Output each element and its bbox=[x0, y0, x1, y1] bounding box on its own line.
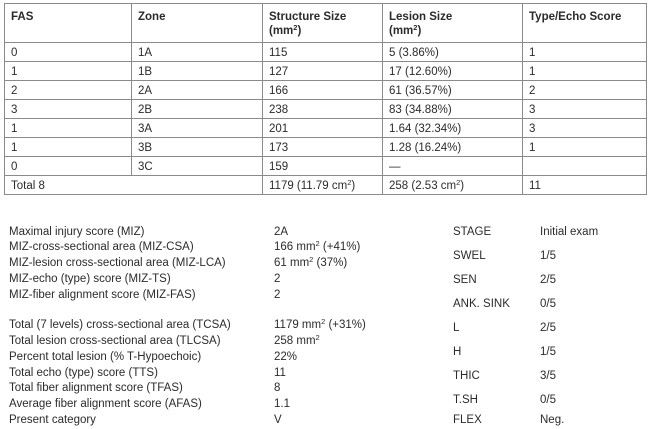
cell-zone: 1A bbox=[132, 43, 263, 62]
metric-value-main: 1179 mm bbox=[274, 319, 322, 331]
cell-fas: 3 bbox=[5, 100, 132, 119]
total-structure-size bbox=[263, 176, 383, 195]
metric-value: 2 bbox=[274, 289, 281, 301]
stage-label: ANK. SINK bbox=[453, 298, 510, 310]
cell-lesion-size: 5 (3.86%) bbox=[383, 43, 523, 62]
header-fas bbox=[5, 4, 132, 43]
cell-fas: 0 bbox=[5, 157, 132, 176]
metric-value-sup: 2 bbox=[315, 333, 320, 342]
header-unit-sup: 2 bbox=[293, 23, 298, 32]
metric-label: Percent total lesion (% T-Hypoechoic) bbox=[9, 351, 202, 363]
metric-value-main: 258 mm bbox=[274, 335, 316, 347]
cell-lesion-size: 1.28 (16.24%) bbox=[383, 138, 523, 157]
cell-lesion-size: 1.64 (32.34%) bbox=[383, 119, 523, 138]
table-total-row bbox=[5, 176, 647, 195]
stage-value: 0/5 bbox=[540, 298, 556, 310]
stage-label: STAGE bbox=[453, 226, 492, 238]
metric-label: Present category bbox=[9, 414, 96, 426]
metric-value-extra: (+31%) bbox=[325, 319, 366, 331]
cell-zone: 3A bbox=[132, 119, 263, 138]
header-unit: (mm bbox=[389, 25, 414, 37]
header-unit-sup: 2 bbox=[413, 23, 418, 32]
cell-lesion-size: — bbox=[383, 157, 523, 176]
total-lesion-close: ) bbox=[460, 180, 465, 192]
cell-lesion-size: 61 (36.57%) bbox=[383, 81, 523, 100]
header-label: Structure Size bbox=[269, 11, 347, 23]
metric-label: Average fiber alignment score (AFAS) bbox=[9, 398, 202, 410]
metric-label: MIZ-cross-sectional area (MIZ-CSA) bbox=[9, 241, 194, 253]
stage-value: 2/5 bbox=[540, 274, 556, 286]
header-lesion-size bbox=[383, 4, 523, 43]
metric-value-main: 166 mm bbox=[274, 241, 316, 253]
header-type-echo-score bbox=[523, 4, 647, 43]
table-row bbox=[5, 62, 647, 81]
total-structure-close: ) bbox=[351, 180, 356, 192]
cell-fas: 2 bbox=[5, 81, 132, 100]
cell-structure-size: 166 bbox=[263, 81, 383, 100]
table-row bbox=[5, 157, 647, 176]
metric-label: Total lesion cross-sectional area (TLCSA) bbox=[9, 335, 221, 347]
total-lesion-sup: 2 bbox=[456, 178, 461, 187]
lesion-table bbox=[4, 3, 647, 195]
total-lesion-size bbox=[383, 176, 523, 195]
cell-lesion-size: 83 (34.88%) bbox=[383, 100, 523, 119]
metric-value bbox=[274, 257, 347, 269]
metric-value bbox=[274, 319, 366, 331]
table-row bbox=[5, 119, 647, 138]
header-label: FAS bbox=[11, 11, 34, 23]
header-label: Type/Echo Score bbox=[529, 11, 622, 23]
metric-label: Total (7 levels) cross-sectional area (TCSA) bbox=[9, 319, 231, 331]
header-label: Zone bbox=[138, 11, 166, 23]
metric-value-sup: 2 bbox=[309, 255, 314, 264]
header-structure-size bbox=[263, 4, 383, 43]
cell-zone: 3B bbox=[132, 138, 263, 157]
total-type-score: 11 bbox=[523, 176, 647, 195]
metric-label: MIZ-fiber alignment score (MIZ-FAS) bbox=[9, 289, 196, 301]
table-row bbox=[5, 138, 647, 157]
stage-label: SWEL bbox=[453, 250, 486, 262]
metric-label: Total echo (type) score (TTS) bbox=[9, 367, 158, 379]
cell-fas: 1 bbox=[5, 138, 132, 157]
metric-label: MIZ-lesion cross-sectional area (MIZ-LCA) bbox=[9, 257, 226, 269]
table-row bbox=[5, 43, 647, 62]
metric-value: 22% bbox=[274, 351, 298, 363]
cell-type-score: 3 bbox=[523, 100, 647, 119]
stage-value: Neg. bbox=[540, 414, 565, 426]
metric-value: 1.1 bbox=[274, 398, 290, 410]
metric-value: 2 bbox=[274, 273, 281, 285]
metric-value-main: 61 mm bbox=[274, 257, 310, 269]
cell-fas: 0 bbox=[5, 43, 132, 62]
cell-zone: 2A bbox=[132, 81, 263, 100]
cell-structure-size: 238 bbox=[263, 100, 383, 119]
cell-structure-size: 173 bbox=[263, 138, 383, 157]
cell-type-score: 2 bbox=[523, 81, 647, 100]
stage-value: 2/5 bbox=[540, 322, 556, 334]
stage-value: Initial exam bbox=[540, 226, 599, 238]
table-row bbox=[5, 81, 647, 100]
cell-structure-size: 159 bbox=[263, 157, 383, 176]
stage-value: 0/5 bbox=[540, 394, 556, 406]
header-unit-tail: ) bbox=[297, 25, 302, 37]
total-label: Total 8 bbox=[5, 176, 263, 195]
cell-zone: 2B bbox=[132, 100, 263, 119]
metric-label: MIZ-echo (type) score (MIZ-TS) bbox=[9, 273, 171, 285]
stage-label: THIC bbox=[453, 370, 480, 382]
cell-structure-size: 127 bbox=[263, 62, 383, 81]
metric-label: Total fiber alignment score (TFAS) bbox=[9, 382, 183, 394]
header-unit-tail: ) bbox=[417, 25, 422, 37]
cell-type-score: 3 bbox=[523, 119, 647, 138]
metric-value-extra: (37%) bbox=[313, 257, 348, 269]
total-structure-sup: 2 bbox=[347, 178, 352, 187]
metric-value-sup: 2 bbox=[315, 239, 320, 248]
cell-structure-size: 115 bbox=[263, 43, 383, 62]
total-structure-value: 1179 (11.79 cm bbox=[269, 180, 348, 192]
cell-type-score: 1 bbox=[523, 138, 647, 157]
stage-label: T.SH bbox=[453, 394, 478, 406]
stage-value: 1/5 bbox=[540, 346, 556, 358]
total-lesion-value: 258 (2.53 cm bbox=[389, 180, 457, 192]
stage-label: FLEX bbox=[453, 414, 482, 426]
cell-type-score: 1 bbox=[523, 62, 647, 81]
cell-fas: 1 bbox=[5, 62, 132, 81]
stage-value: 3/5 bbox=[540, 370, 556, 382]
metric-value: 2A bbox=[274, 226, 289, 238]
metric-value-sup: 2 bbox=[321, 317, 326, 326]
metric-label: Maximal injury score (MIZ) bbox=[9, 226, 145, 238]
header-label: Lesion Size bbox=[389, 11, 453, 23]
table-row bbox=[5, 100, 647, 119]
header-zone bbox=[132, 4, 263, 43]
stage-value: 1/5 bbox=[540, 250, 556, 262]
metric-value bbox=[274, 241, 360, 253]
cell-type-score bbox=[523, 157, 647, 176]
cell-zone: 3C bbox=[132, 157, 263, 176]
table-header-row bbox=[5, 4, 647, 43]
metric-value: V bbox=[274, 414, 282, 426]
cell-zone: 1B bbox=[132, 62, 263, 81]
metric-value: 8 bbox=[274, 382, 281, 394]
cell-lesion-size: 17 (12.60%) bbox=[383, 62, 523, 81]
metric-value bbox=[274, 335, 320, 347]
stage-label: H bbox=[453, 346, 462, 358]
stage-label: SEN bbox=[453, 274, 477, 286]
cell-structure-size: 201 bbox=[263, 119, 383, 138]
header-unit: (mm bbox=[269, 25, 294, 37]
stage-label: L bbox=[453, 322, 460, 334]
cell-type-score: 1 bbox=[523, 43, 647, 62]
metric-value-extra: (+41%) bbox=[319, 241, 361, 253]
metric-value: 11 bbox=[274, 367, 286, 379]
cell-fas: 1 bbox=[5, 119, 132, 138]
